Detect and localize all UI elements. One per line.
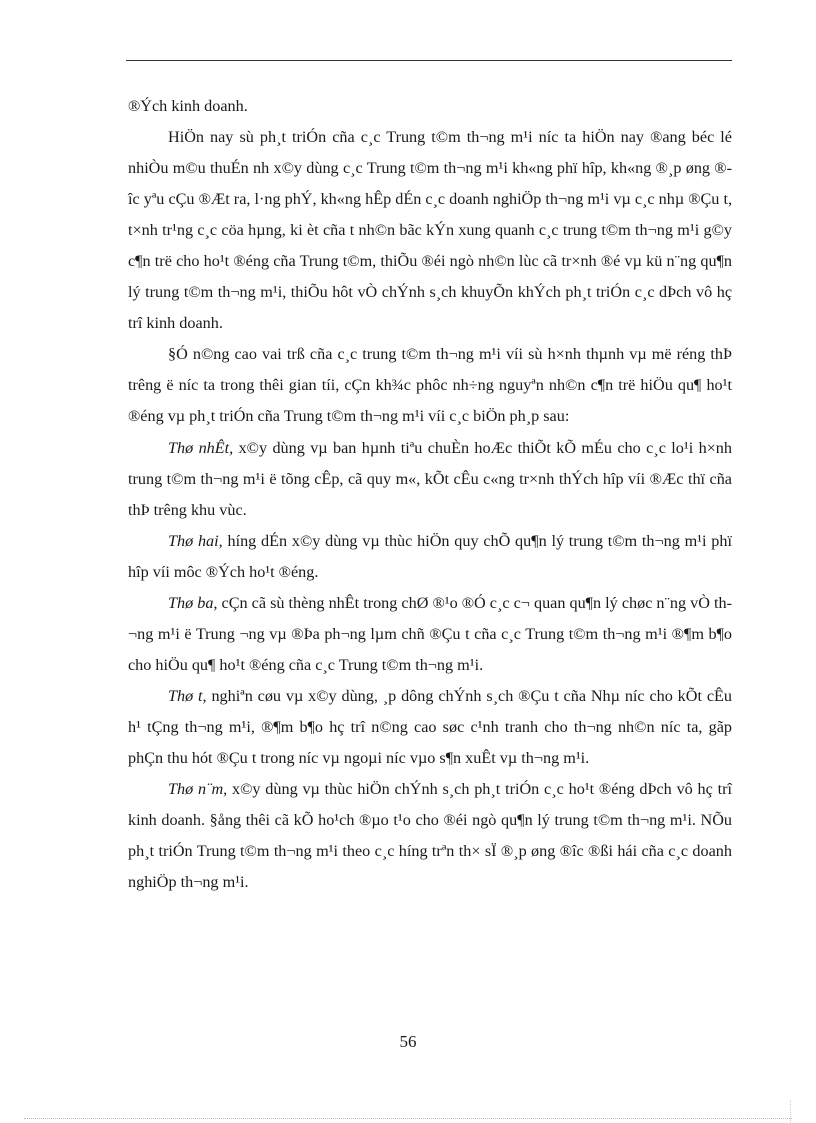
paragraph-fourth-measure: Thø t, nghiªn cøu vµ x©y dùng, ¸p dông chÝnh s¸ch ®Çu t cña Nhµ níc cho kÕt cÊu h¹ tÇng th¬ng m¹i, ®¶m b¶o hç trî n©ng cao søc c¹nh tranh cho th¬ng nh©n níc ta, gãp phÇn thu hót ®Çu t trong níc vµ ngoµi níc vµo s¶n xuÊt vµ th¬ng m¹i. (128, 686, 732, 767)
paragraph-first-measure: Thø nhÊt, x©y dùng vµ ban hµnh tiªu chuÈn hoÆc thiÕt kÕ mÉu cho c¸c lo¹i h×nh trung t©m th¬ng m¹i ë tõng cÊp, cã quy m«, kÕt cÊu c«ng tr×nh thÝch hîp víi ®Æc thï cña thÞ trêng khu vùc. (128, 438, 732, 519)
paragraph-fifth-measure: Thø n¨m, x©y dùng vµ thùc hiÖn chÝnh s¸ch ph¸t triÓn c¸c ho¹t ®éng dÞch vô hç trî kinh doanh. §ång thêi cã kÕ ho¹ch ®µo t¹o cho ®éi ngò qu¶n lý trung t©m th¬ng m¹i. NÕu ph¸t triÓn Trung t©m th¬ng m¹i theo c¸c híng trªn th× sÏ ®¸p øng ®îc ®ßi hái cña c¸c doanh nghiÖp th¬ng m¹i. (128, 780, 733, 892)
footer-rule (24, 1118, 792, 1119)
paragraph: §Ó n©ng cao vai trß cña c¸c trung t©m th¬ng m¹i víi sù h×nh thµnh vµ më réng thÞ trêng ë níc ta trong thêi gian tíi, cÇn kh¾c phôc nh÷ng nguyªn nh©n c¶n trë hiÖu qu¶ ho¹t ®éng vµ ph¸t triÓn cña Trung t©m th¬ng m¹i víi c¸c biÖn ph¸p sau: (128, 345, 732, 426)
paragraph-continuation: ®Ých kinh doanh. (128, 97, 248, 115)
paragraph-second-measure: Thø hai, híng dÉn x©y dùng vµ thùc hiÖn quy chÕ qu¶n lý trung t©m th¬ng m¹i phï hîp víi môc ®Ých ho¹t ®éng. (128, 531, 732, 581)
page-number: 56 (399, 1032, 417, 1051)
paragraph: HiÖn nay sù ph¸t triÓn cña c¸c Trung t©m th¬ng m¹i níc ta hiÖn nay ®ang béc lé nhiÒu m©u thuÉn nh x©y dùng c¸c Trung t©m th¬ng m¹i kh«ng phï hîp, kh«ng ®¸p øng ®îc yªu cÇu ®Æt ra, l·ng phÝ, kh«ng hÊp dÉn c¸c doanh nghiÖp th¬ng m¹i vµ c¸c nhµ ®Çu t, t×nh tr¹ng c¸c cöa hµng, ki èt cña t nh©n bãc kÝn xung quanh c¸c trung t©m th¬ng m¹i g©y c¶n trë cho ho¹t ®éng cña Trung t©m, thiÕu ®éi ngò nh©n lùc cã tr×nh ®é vµ kü n¨ng qu¶n lý trung t©m th¬ng m¹i, thiÕu hôt vÒ chÝnh s¸ch khuyÕn khÝch ph¸t triÓn c¸c dÞch vô hç trî kinh doanh. (128, 128, 732, 333)
body-text (128, 91, 732, 898)
paragraph-third-measure: Thø ba, cÇn cã sù thèng nhÊt trong chØ ®¹o ®Ó c¸c c¬ quan qu¶n lý chøc n¨ng vÒ th¬ng m¹i ë Trung ¬ng vµ ®Þa ph¬ng lµm chñ ®Çu t cña c¸c Trung t©m th¬ng m¹i ®¶m b¶o cho hiÖu qu¶ ho¹t ®éng cña c¸c Trung t©m th¬ng m¹i. (128, 593, 732, 674)
page-edge-guide (790, 1100, 791, 1123)
header-rule (126, 60, 732, 61)
